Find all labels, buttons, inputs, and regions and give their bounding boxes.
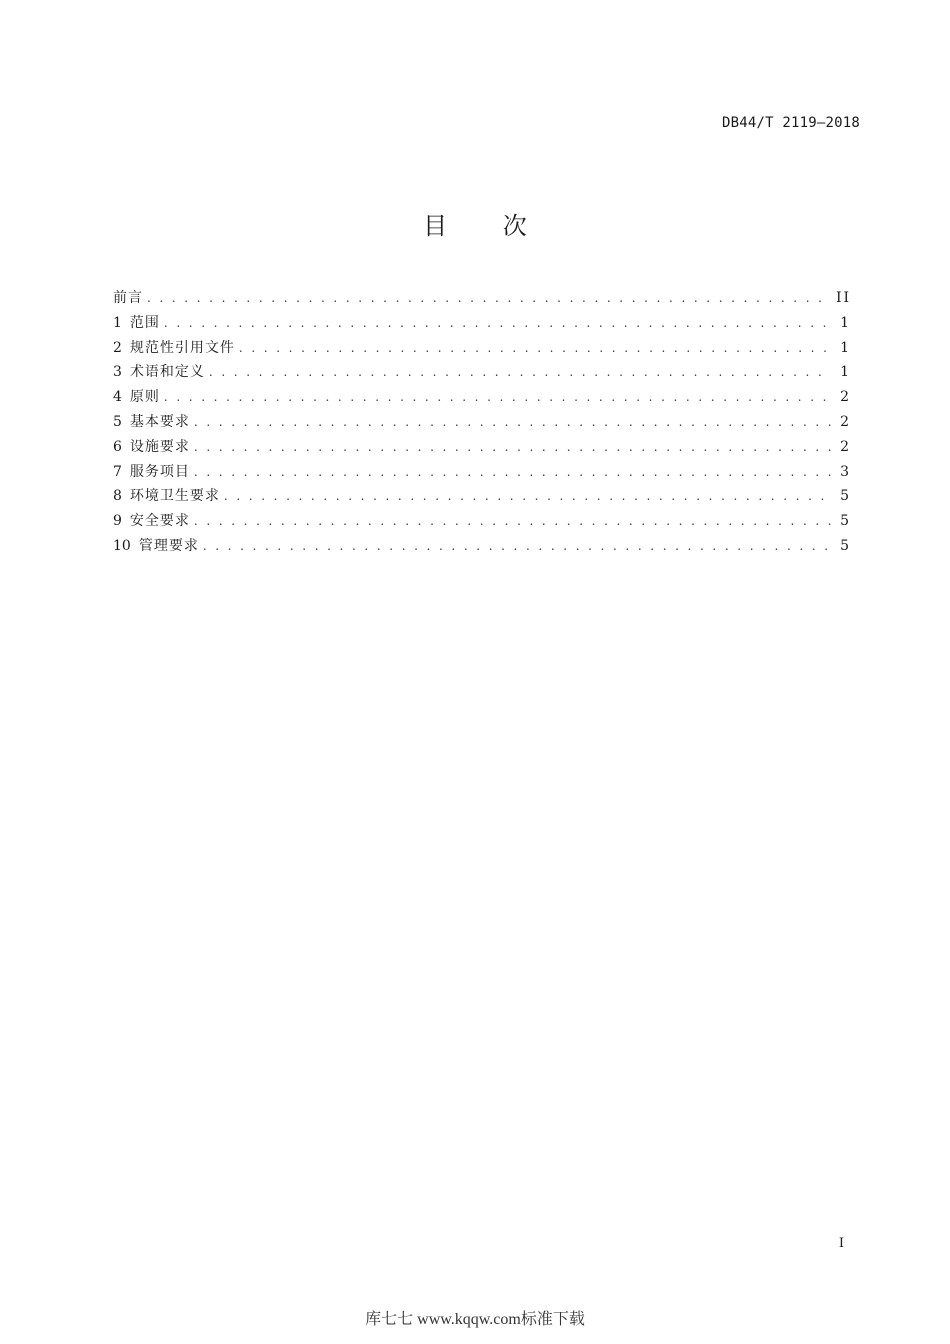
toc-title: 目 次 [423,212,551,240]
table-of-contents [113,286,851,559]
toc-dot-leader [194,460,831,485]
toc-dot-leader [164,385,831,410]
toc-entry-page: 2 [840,438,851,455]
toc-entry-scope[interactable] [113,311,851,336]
watermark-text: 库七七 www.kqqw.com标准下载 [365,1311,585,1328]
toc-entry-page: 5 [840,513,851,530]
toc-entry-label: 前言 [113,290,143,306]
toc-entry-number: 3 [113,364,122,381]
toc-entry-page: 3 [840,463,851,480]
toc-entry-label: 设施要求 [129,438,190,455]
toc-entry-principles[interactable] [113,385,851,410]
toc-entry-page: 5 [840,488,851,505]
toc-entry-page: 2 [840,413,851,430]
toc-dot-leader [194,410,831,435]
page-number: I [838,1236,844,1251]
toc-entry-number: 10 [113,537,131,554]
toc-dot-leader [203,534,831,559]
toc-entry-label: 环境卫生要求 [129,488,220,505]
toc-entry-number: 9 [113,513,122,530]
toc-entry-number: 1 [113,314,122,331]
toc-entry-page: II [835,290,851,306]
toc-dot-leader [239,336,831,361]
toc-entry-label: 原则 [129,389,160,406]
toc-entry-hygiene-requirements[interactable] [113,484,851,509]
toc-entry-page: 1 [840,314,851,331]
toc-dot-leader [164,311,831,336]
toc-entry-label: 术语和定义 [129,364,205,381]
toc-entry-page: 1 [840,364,851,381]
toc-entry-number: 4 [113,389,122,406]
document-code: DB44/T 2119—2018 [721,115,860,131]
toc-dot-leader [147,286,830,311]
toc-entry-safety-requirements[interactable] [113,509,851,534]
toc-entry-terms-definitions[interactable] [113,360,851,385]
toc-entry-page: 5 [840,537,851,554]
toc-entry-normative-references[interactable] [113,336,851,361]
toc-dot-leader [194,509,831,534]
toc-entry-label: 管理要求 [138,537,199,554]
toc-dot-leader [209,360,831,385]
toc-entry-label: 安全要求 [129,513,190,530]
toc-entry-page: 2 [840,389,851,406]
toc-entry-page: 1 [840,339,851,356]
toc-entry-facility-requirements[interactable] [113,435,851,460]
toc-entry-number: 6 [113,438,122,455]
toc-entry-number: 8 [113,488,122,505]
toc-entry-label: 基本要求 [129,413,190,430]
toc-entry-number: 7 [113,463,122,480]
toc-entry-basic-requirements[interactable] [113,410,851,435]
toc-entry-label: 范围 [129,314,160,331]
toc-dot-leader [194,435,831,460]
toc-entry-label: 规范性引用文件 [129,339,235,356]
toc-entry-number: 2 [113,339,122,356]
toc-entry-label: 服务项目 [129,463,190,480]
toc-entry-service-items[interactable] [113,460,851,485]
toc-entry-number: 5 [113,413,122,430]
toc-entry-management-requirements[interactable] [113,534,851,559]
toc-dot-leader [224,484,831,509]
toc-entry-foreword[interactable] [113,286,851,311]
